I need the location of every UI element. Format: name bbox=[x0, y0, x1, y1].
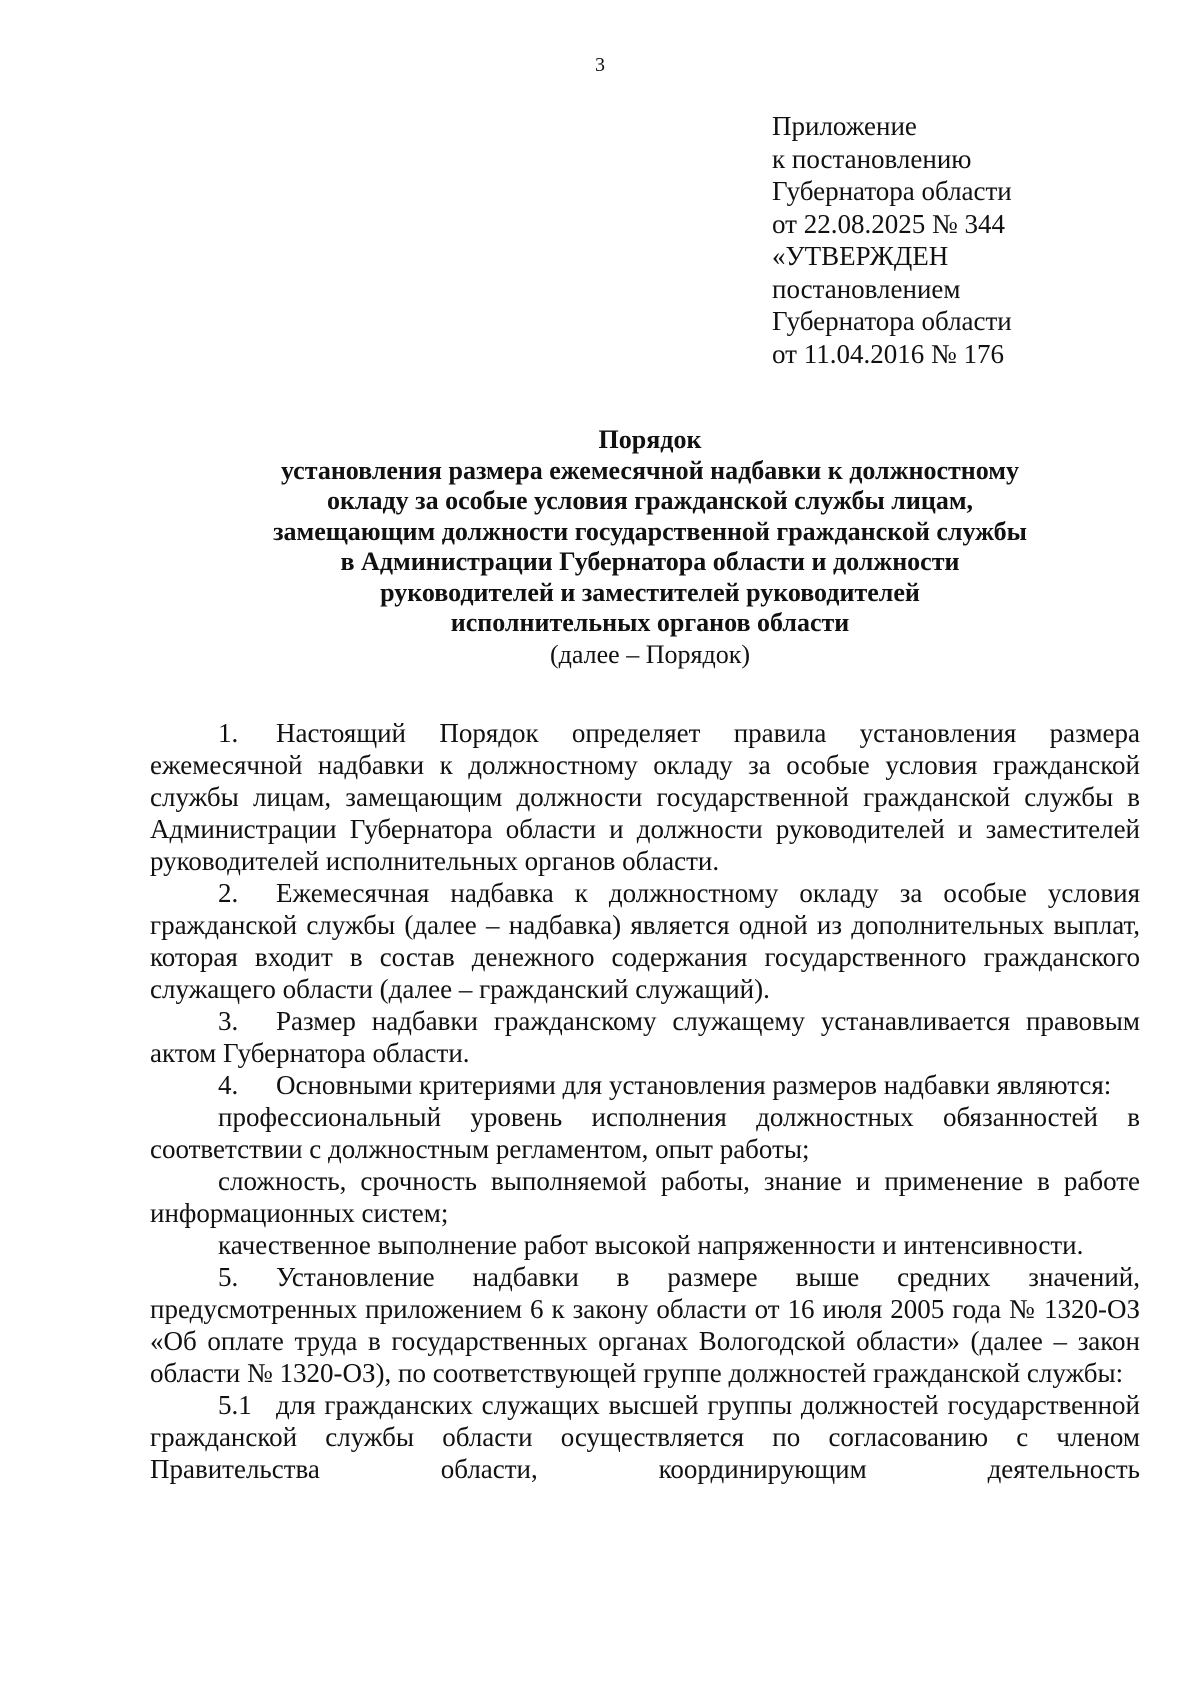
paragraph bbox=[150, 1101, 1140, 1165]
paragraph-text: для гражданских служащих высшей группы должностей государственной гражданской службы области осуществляется по согласованию с членом Правительства области, координирующим деятельность bbox=[150, 1390, 1140, 1484]
appendix-line: «УТВЕРЖДЕН bbox=[772, 241, 949, 271]
paragraph bbox=[150, 1005, 1140, 1069]
appendix-line: Губернатора области bbox=[772, 176, 1012, 206]
paragraph bbox=[150, 1165, 1140, 1229]
title-line: в Администрации Губернатора области и должности bbox=[340, 547, 960, 576]
appendix-line: Губернатора области bbox=[772, 306, 1012, 336]
document-title bbox=[150, 425, 1150, 671]
paragraph-number: 2. bbox=[218, 878, 239, 908]
title-subtitle: (далее – Порядок) bbox=[550, 639, 750, 669]
title-line: окладу за особые условия гражданской службы лицам, bbox=[326, 486, 974, 515]
appendix-line: от 22.08.2025 № 344 bbox=[772, 208, 1005, 239]
document-body bbox=[150, 717, 1140, 1485]
title-line: руководителей и заместителей руководителей bbox=[380, 577, 920, 607]
paragraph-text: сложность, срочность выполняемой работы, знание и применение в работе информационных систем; bbox=[150, 1166, 1140, 1228]
paragraph-number: 4. bbox=[218, 1070, 239, 1100]
appendix-line: Приложение bbox=[772, 111, 917, 141]
paragraph-number: 1. bbox=[218, 718, 239, 748]
appendix-line: к постановлению bbox=[772, 143, 972, 174]
paragraph-text: Настоящий Порядок определяет правила установления размера ежемесячной надбавки к должностному окладу за особые условия гражданской службы лицам, замещающим должности государственной гражданской службы в Администрации Губернатора области и должности руководителей и заместителей руководителей исполнительных органов области. bbox=[150, 718, 1140, 876]
paragraph bbox=[150, 877, 1140, 1005]
paragraph-number: 5.1 bbox=[218, 1390, 252, 1420]
paragraph-text: Установление надбавки в размере выше средних значений, предусмотренных приложением 6 к закону области от 16 июля 2005 года № 1320-ОЗ «Об оплате труда в государственных органах Вологодской области» (далее – закон области № 1320-ОЗ), по соответствующей группе должностей гражданской службы: bbox=[150, 1262, 1140, 1388]
paragraph-text: Размер надбавки гражданскому служащему устанавливается правовым актом Губернатора области. bbox=[150, 1006, 1140, 1068]
paragraph bbox=[150, 1069, 1140, 1101]
paragraph bbox=[150, 717, 1140, 877]
title-line: замещающим должности государственной гражданской службы bbox=[273, 516, 1027, 546]
paragraph-text: Ежемесячная надбавка к должностному окладу за особые условия гражданской службы (далее – надбавка) является одной из дополнительных выплат, которая входит в состав денежного содержания государственного гражданского служащего области (далее – гражданский служащий). bbox=[150, 878, 1140, 1004]
paragraph bbox=[150, 1261, 1140, 1389]
paragraph bbox=[150, 1229, 1140, 1261]
paragraph-number: 5. bbox=[218, 1262, 239, 1292]
title-heading: Порядок bbox=[598, 425, 702, 454]
page-number: 3 bbox=[595, 54, 605, 76]
title-line: исполнительных органов области bbox=[450, 608, 850, 637]
title-line: установления размера ежемесячной надбавки к должностному bbox=[280, 455, 1019, 485]
paragraph-number: 3. bbox=[218, 1006, 239, 1036]
paragraph-text: профессиональный уровень исполнения должностных обязанностей в соответствии с должностным регламентом, опыт работы; bbox=[150, 1102, 1140, 1164]
paragraph-text: Основными критериями для установления размеров надбавки являются: bbox=[276, 1070, 1112, 1100]
appendix-line: постановлением bbox=[772, 273, 961, 304]
appendix-stamp bbox=[772, 110, 1012, 370]
paragraph-text: качественное выполнение работ высокой напряженности и интенсивности. bbox=[218, 1230, 1084, 1260]
appendix-line: от 11.04.2016 № 176 bbox=[772, 338, 1004, 369]
paragraph bbox=[150, 1389, 1140, 1485]
